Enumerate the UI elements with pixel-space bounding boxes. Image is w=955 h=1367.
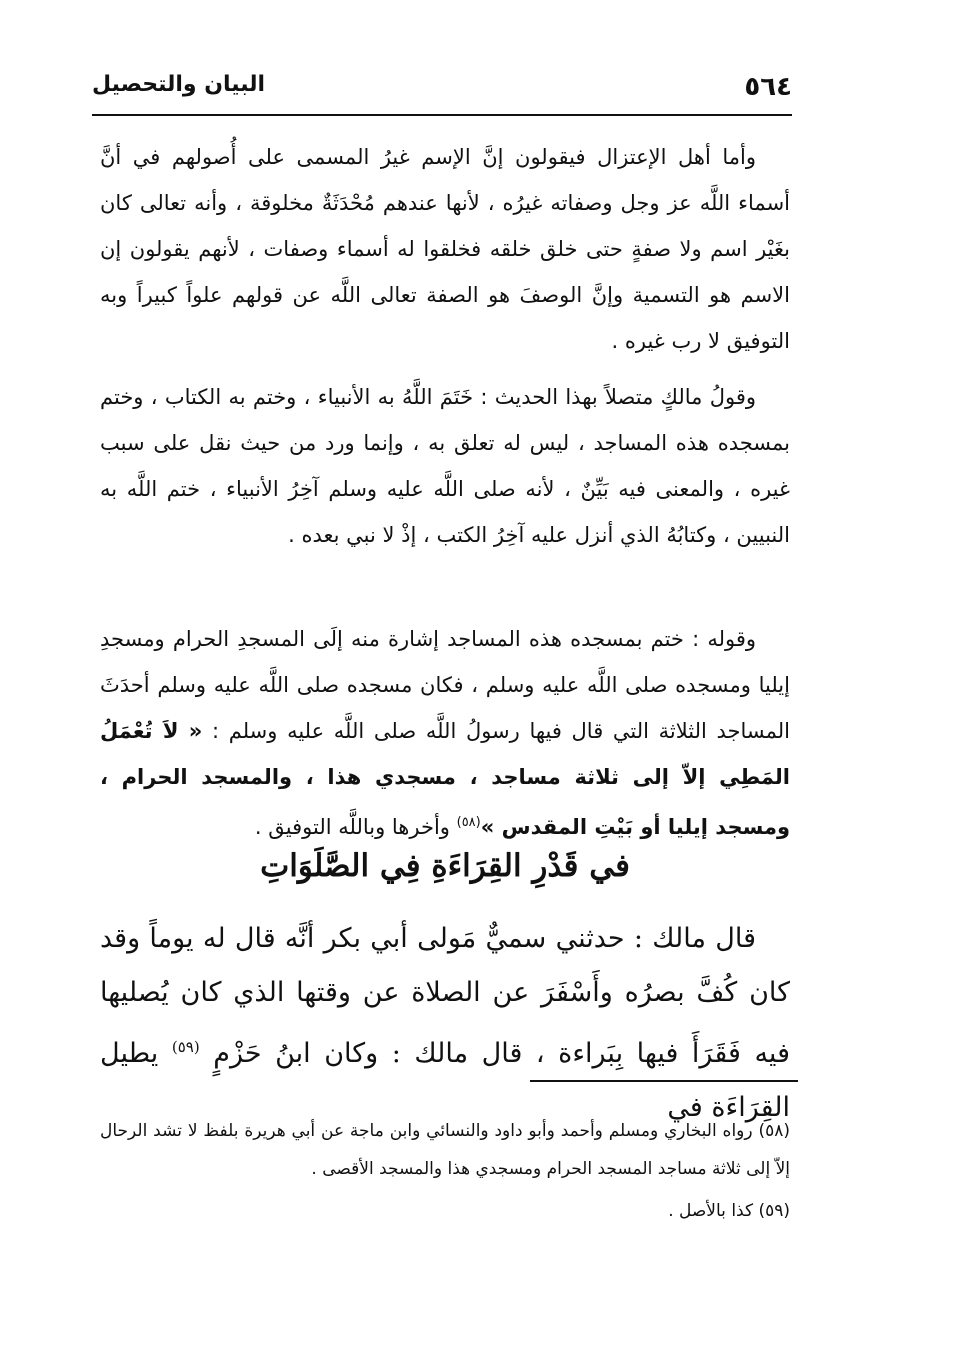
paragraph-text	[100, 912, 790, 1135]
running-title: البيان والتحصيل	[92, 72, 266, 97]
paragraph-intro: وقوله : ختم بمسجده هذه المساجد إشارة منه إلَى المسجدِ الحرام ومسجدِ إيليا ومسجده صلى اللَّه عليه وسلم ، فكان مسجده صلى اللَّه عليه وسلم أحدَثَ المساجد الثلاثة التي قال فيها رسولُ اللَّه صلى اللَّه عليه وسلم :	[100, 627, 790, 743]
paragraph-text	[100, 616, 790, 850]
footnote-ref-59: (٥٩)	[171, 1038, 200, 1056]
section-paragraph: قال مالك : حدثني سميٌّ مَولى أبي بكر أنَّه قال له يوماً وقد كان كُفَّ بصرُه وأَسْفَرَ عن الصلاة عن وقتها الذي كان يُصليها فيه فَقَرَأَ فيها بِبَراءة ، قال مالك : وكان ابنُ حَزْمٍ	[100, 923, 790, 1069]
paragraph-end: وأخرها وباللَّه التوفيق .	[254, 815, 450, 839]
page-header	[92, 72, 792, 112]
paragraph-mutazila	[100, 134, 790, 364]
hadith-quote: « لاَ تُعْمَلُ المَطِي إلاّ إلى ثلاثة مساجد ، مسجدي هذا ، والمسجد الحرام ، ومسجد إيليا أو بَيْتِ المقدس »	[100, 719, 790, 839]
section-paragraph-end: يطيل القِرَاءَة في	[100, 1038, 790, 1123]
header-rule	[92, 114, 792, 116]
footnote-59: (٥٩) كذا بالأصل .	[668, 1201, 790, 1221]
footnote-58: (٥٨) رواه البخاري ومسلم وأحمد وأبو داود والنسائي وابن ماجة عن أبي هريرة بلفظ لا تشد الرحال إلاّ إلى ثلاثة مساجد المسجد الحرام ومسجدي هذا والمسجد الأقصى .	[100, 1121, 790, 1179]
footnotes	[100, 1112, 790, 1230]
paragraph-section	[100, 912, 790, 1135]
paragraph-text: وقولُ مالكٍ متصلاً بهذا الحديث : خَتَمَ اللَّهُ به الأنبياء ، وختم به الكتاب ، وختم بمسجده هذه المساجد ، ليس له تعلق به ، وإنما ورد من حيث نقل على سبب غيره ، والمعنى فيه بَيِّنٌ ، لأنه صلى اللَّه عليه وسلم آخِرُ الأنبياء ، ختم اللَّه به النبيين ، وكتابُهُ الذي أنزل عليه آخِرُ الكتب ، إذْ لا نبي بعده .	[100, 385, 790, 547]
section-title: في قَدْرِ القِرَاءَةِ فِي الصَّلَوَاتِ	[260, 848, 630, 884]
paragraph-malik-hadith	[100, 374, 790, 558]
paragraph-three-mosques	[100, 616, 790, 850]
footnote-ref-58: (٥٨)	[456, 815, 481, 830]
paragraph-text: وأما أهل الإعتزال فيقولون إنَّ الإسم غيرُ المسمى على أُصولهم في أنَّ أسماء اللَّه عز وجل وصفاته غيرُه ، لأنها عندهم مُحْدَثَةٌ مخلوقة ، وأنه تعالى كان بغَيْر اسم ولا صفةٍ حتى خلق خلقه فخلقوا له أسماء وصفات ، لأنهم يقولون إن الاسم هو التسمية وإنَّ الوصفَ هو الصفة تعالى اللَّه عن قولهم علواً كبيراً وبه التوفيق لا رب غيره .	[100, 145, 790, 353]
page-number: ٥٦٤	[744, 72, 792, 102]
footnote-rule	[530, 1080, 798, 1082]
